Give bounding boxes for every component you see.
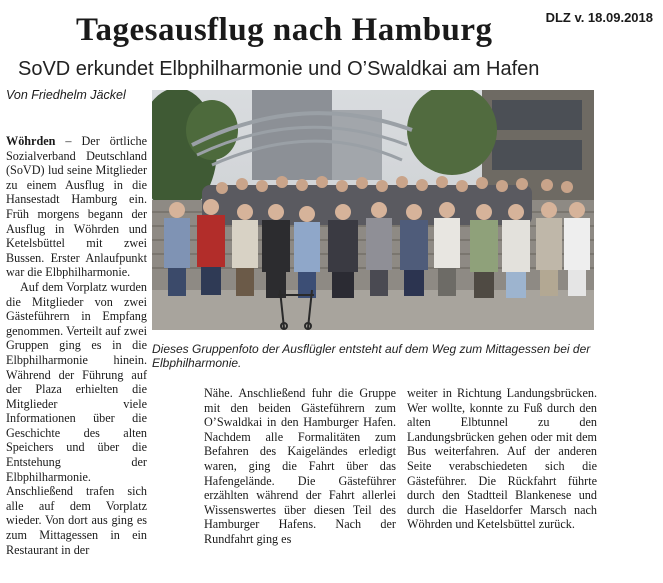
article-column-3 (407, 386, 597, 532)
article-paragraph: weiter in Richtung Landungsbrücken. Wer wollte, konnte zu Fuß durch den alten Elbtunnel zu den Landungsbrücken gehen oder mit dem Bus weiterfahren. Auf der anderen Seite verabschiedeten sich die Gästeführer. Die Rückfahrt führte durch den Stadtteil Blankenese und durch die Haseldorfer Marsch nach Wöhrden und Ketelsbüttel zurück. (407, 386, 597, 532)
article-column-1 (6, 134, 147, 557)
article-paragraph: Nähe. Anschließend fuhr die Gruppe mit den beiden Gästeführern zum O’Swaldkai in den Hamburger Hafen. Nachdem alle Formalitäten zum Befahren des Kaigeländes erledigt waren, ging die Fahrt über das Hafengelände. Die Gästeführer erzählten während der Fahrt allerlei Wissenswertes über diesen Teil des Hamburger Hafens. Nach der Rundfahrt ging es (204, 386, 396, 546)
article-lead-word: Wöhrden (6, 134, 56, 148)
article-subtitle: SoVD erkundet Elbphilharmonie und O’Swaldkai am Hafen (18, 58, 540, 80)
article-column-2 (204, 386, 396, 547)
article-paragraph: – Der örtliche Sozialverband Deutschland (SoVD) lud seine Mitglieder zu einem Ausflug in die Hansestadt Hamburg ein. Früh morgens begann der Ausflug in Wöhrden und Ketelsbüttel mit zwei Bussen. Erster Anlaufpunkt war die Elbphilharmonie. (6, 134, 147, 280)
article-paragraph: Auf dem Vorplatz wurden die Mitglieder von zwei Gästeführern in Empfang genommen. Verteilt auf zwei Gruppen ging es in die Elbphilharmonie hinein. Während der Führung auf der Plaza erhielten die Mitglieder viele Informationen über die Geschichte des alten Speichers und über die Entstehung der Elbphilharmonie. Anschließend trafen sich alle auf dem Vorplatz wieder. Von dort aus ging es zum Mittagessen in ein Restaurant in der (6, 279, 147, 557)
author-byline: Von Friedhelm Jäckel (6, 88, 126, 102)
group-photo (152, 90, 594, 330)
photo-caption: Dieses Gruppenfoto der Ausflügler entsteht auf dem Weg zum Mittagessen bei der Elbphilharmonie. (152, 342, 591, 370)
article-title: Tagesausflug nach Hamburg (76, 12, 493, 48)
group-photo-illustration (152, 90, 594, 330)
newspaper-source-date: DLZ v. 18.09.2018 (545, 10, 653, 25)
